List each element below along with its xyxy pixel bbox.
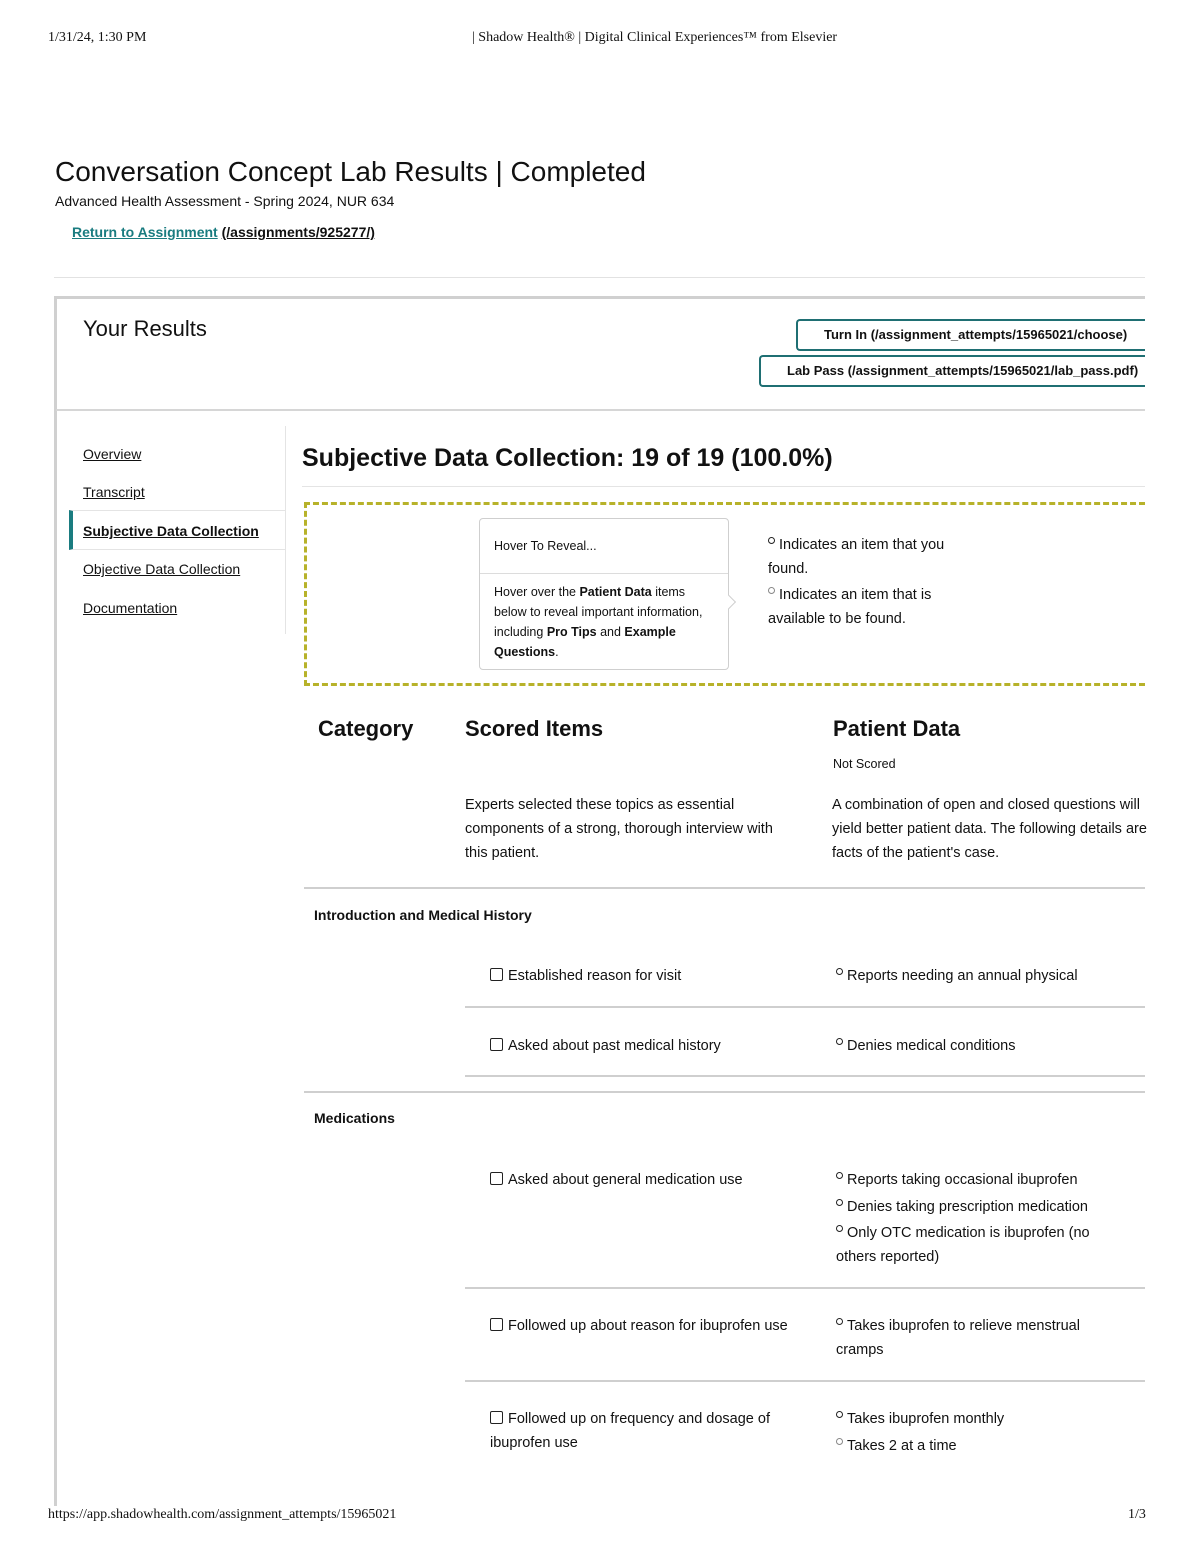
section-divider [302,486,1145,487]
nav-overview[interactable]: Overview [83,446,142,462]
tooltip-card [479,518,729,670]
checkbox-icon [490,968,503,981]
found-icon [836,968,843,975]
found-icon [836,1225,843,1232]
patient-data-item[interactable]: Only OTC medication is ibuprofen (no others reported) [836,1225,1090,1265]
row-divider [465,1380,1145,1382]
checkbox-icon [490,1411,503,1424]
tooltip-body: Hover over the Patient Data items below to reveal important information, including Pro Tips and Example Questions. [494,585,703,659]
patient-data-item[interactable]: Takes ibuprofen to relieve menstrual cramps [836,1318,1080,1358]
category-name: Medications [314,1110,395,1126]
patient-description: A combination of open and closed questions will yield better patient data. The following details are facts of the patient's case. [832,797,1147,861]
legend-available: Indicates an item that is available to be found. [768,587,932,627]
panel-divider [56,409,1145,411]
legend-found: Indicates an item that you found. [768,537,945,577]
row-divider [465,1075,1145,1077]
patient-data-item[interactable]: Reports needing an annual physical [836,963,1136,989]
available-icon [768,587,775,594]
nav-documentation[interactable]: Documentation [83,600,178,616]
print-url: https://app.shadowhealth.com/assignment_attempts/15965021 [48,1507,397,1522]
your-results-heading: Your Results [83,316,207,341]
scored-item: Asked about past medical history [490,1034,800,1058]
row-divider [465,1006,1145,1008]
return-to-assignment-link[interactable] [72,224,375,240]
print-page-number: 1/3 [1128,1507,1146,1522]
not-scored-label: Not Scored [833,757,896,771]
divider [54,277,1145,278]
checkbox-icon [490,1038,503,1051]
found-icon [836,1199,843,1206]
checkbox-icon [490,1318,503,1331]
scored-item: Established reason for visit [490,964,800,988]
patient-data-item[interactable]: Takes ibuprofen monthly [836,1406,1136,1432]
nav-separator [285,426,286,634]
tooltip-title: Hover To Reveal... [494,539,597,553]
scored-description: Experts selected these topics as essential components of a strong, thorough interview with this patient. [465,797,773,861]
return-link-text[interactable]: Return to Assignment [72,224,218,240]
print-datetime: 1/31/24, 1:30 PM [48,30,147,45]
found-icon [836,1411,843,1418]
patient-data-item[interactable]: Reports taking occasional ibuprofen [836,1167,1136,1193]
patient-data-item[interactable]: Takes 2 at a time [836,1433,1136,1459]
checkbox-icon [490,1172,503,1185]
scored-item: Followed up about reason for ibuprofen use [490,1314,795,1338]
col-scored-items: Scored Items [465,716,604,741]
scored-item: Followed up on frequency and dosage of ibuprofen use [490,1411,770,1451]
available-icon [836,1438,843,1445]
section-title: Subjective Data Collection: 19 of 19 (100.0%) [302,444,833,472]
scored-item: Asked about general medication use [490,1168,800,1192]
col-category: Category [318,716,414,741]
col-patient-data: Patient Data [833,716,961,741]
found-icon [768,537,775,544]
row-divider [465,1287,1145,1289]
course-name: Advanced Health Assessment - Spring 2024, NUR 634 [55,193,395,209]
lab-pass-button[interactable]: Lab Pass (/assignment_attempts/15965021/lab_pass.pdf) [759,355,1145,387]
nav-objective-data-collection[interactable]: Objective Data Collection [83,561,241,577]
found-icon [836,1172,843,1179]
return-link-href: (/assignments/925277/) [221,224,375,240]
turn-in-button[interactable]: Turn In (/assignment_attempts/15965021/choose) [796,319,1145,351]
nav-subjective-data-collection[interactable]: Subjective Data Collection [83,523,259,539]
patient-data-item[interactable]: Denies taking prescription medication [836,1194,1136,1220]
found-icon [836,1038,843,1045]
page-title: Conversation Concept Lab Results | Completed [55,156,646,187]
category-divider [304,887,1145,889]
print-title: | Shadow Health® | Digital Clinical Experiences™ from Elsevier [472,30,838,45]
category-name: Introduction and Medical History [314,907,532,923]
patient-data-item[interactable]: Denies medical conditions [836,1033,1136,1059]
category-divider [304,1091,1145,1093]
tooltip-divider [480,573,728,574]
found-icon [836,1318,843,1325]
nav-transcript[interactable]: Transcript [83,484,145,500]
